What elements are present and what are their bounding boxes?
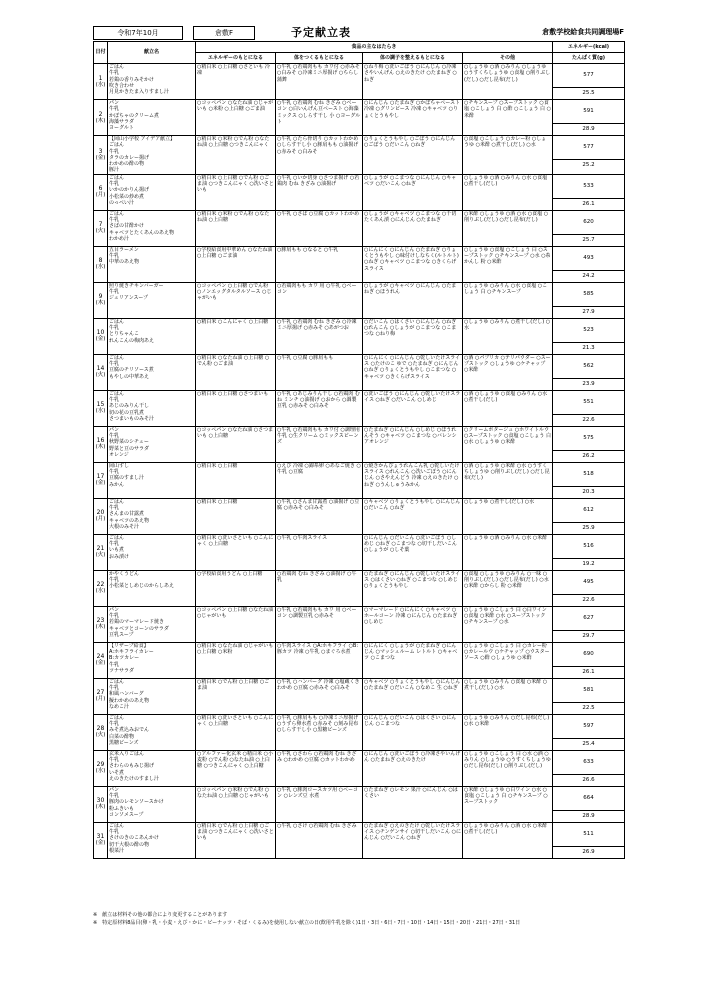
date-cell	[94, 498, 108, 534]
day-of-week: (木)	[95, 117, 106, 124]
protein-value: 25.7	[582, 237, 595, 244]
date-number: 1	[98, 74, 103, 82]
other-cell: ○しょうゆ ○酒 ○みりん ○水 ○食塩 ○煮干し(だし)	[463, 174, 553, 210]
day-of-week: (火)	[95, 552, 106, 559]
body-food-cell: ○牛乳 ○さんま甘露煮 ○油揚げ ○豆腐 ○赤みそ ○白みそ	[276, 498, 363, 534]
energy-value: 493	[553, 247, 624, 271]
table-row	[94, 174, 625, 210]
condition-food-cell: ○だいこん ○はくさい ○にんじん ○ねぎ ○れんこん ○しょうが ○こまつな ○こまつな ○ねり梅	[363, 318, 463, 354]
day-of-week: (水)	[95, 408, 106, 415]
table-row	[94, 786, 625, 822]
energy-value: 516	[553, 535, 624, 559]
date-cell	[94, 426, 108, 462]
date-cell	[94, 246, 108, 282]
other-cell: ○しょうゆ ○みりん ○食塩 ○米酢 ○煮干し(だし) ○水	[463, 678, 553, 714]
date-cell	[94, 136, 108, 175]
energy-food-cell: ○コッペパン ○上白糖 ○なたね油 ○じゃがいも	[196, 606, 276, 642]
table-row	[94, 750, 625, 786]
energy-column-header: エネルギー(kcal)	[553, 42, 625, 53]
energy-value: 597	[553, 715, 624, 739]
protein-value: 25.5	[582, 90, 595, 97]
menu-cell: ごはん 牛乳 さんまの甘露煮 キャベツのあえ物 大根のみそ汁	[108, 498, 196, 534]
condition-food-cell: ○ねり梅 ○洗いごぼう ○にんじん ○冷凍さやいんげん ○えのきたけ ○たまねぎ ○ねぎ	[363, 64, 463, 100]
protein-value: 19.2	[582, 561, 595, 568]
protein-column-header: たんぱく質(g)	[553, 53, 625, 64]
other-cell: ○しょうゆ ○みりん ○酒 ○水 ○米酢 ○煮干し(だし)	[463, 822, 553, 858]
table-row	[94, 426, 625, 462]
condition-food-cell: ○たまねぎ ○えのきたけ ○乾しいたけスライス ○チンゲンサイ ○切干しだいこん ○にんじん ○だいこん ○ねぎ	[363, 822, 463, 858]
other-cell: ○米酢 ○しょうゆ ○白ワイン ○水 ○食塩 ○こしょう 白 ○チキンスープ ○スープストック	[463, 786, 553, 822]
day-of-week: (水)	[95, 768, 106, 775]
date-number: 28	[96, 725, 105, 733]
energy-value: 577	[553, 136, 624, 160]
body-food-cell: ○牛乳 ○若鶏肉 むね きざみ ○ベーコン ○白いんげん豆ペースト ○海藻ミックス ○しらす干し 小 ○ヨーグルト	[276, 100, 363, 136]
date-number: 27	[96, 689, 105, 697]
date-number: 21	[96, 545, 105, 553]
other-cell: ○クリームポタージュ ○ホワイトルウ ○スープストック ○食塩 ○こしょう 白 ○水 ○しょうゆ ○米酢	[463, 426, 553, 462]
body-food-cell: ○牛乳 ○さわら ○若鶏肉 むね きざみ ○わかめ ○豆腐 ○カットわかめ	[276, 750, 363, 786]
energy-value: 664	[553, 787, 624, 811]
menu-cell: ごはん 牛乳 さけのきのこあんかけ 切干大根の酢の物 根菜汁	[108, 822, 196, 858]
menu-table	[93, 41, 625, 859]
energy-food-cell: ○精白米 ○でん粉 ○上白糖 ○ごま油 ○つきこんにゃく ○洗いさといも	[196, 822, 276, 858]
body-food-cell: ○牛乳 ○牛肉スライス	[276, 534, 363, 570]
table-row	[94, 246, 625, 282]
date-number: 24	[96, 653, 105, 661]
day-of-week: (金)	[95, 840, 106, 847]
nutrition-cell	[553, 822, 625, 858]
energy-food-cell: ○コッペパン ○なたね油 ○じゃがいも ○米粉 ○上白糖 ○ごま油	[196, 100, 276, 136]
day-of-week: (水)	[95, 588, 106, 595]
condition-food-cell: ○たまねぎ ○レモン 果汁 ○にんじん ○はくさい	[363, 786, 463, 822]
condition-food-cell: ○にんじん ○だいこん ○洗いごぼう ○しめじ ○ねぎ ○こまつな ○切干しだいこん ○しょうが ○しそ葉	[363, 534, 463, 570]
nutrition-cell	[553, 354, 625, 390]
date-column-header: 日付	[94, 42, 108, 64]
date-cell	[94, 678, 108, 714]
energy-food-cell: ○精白米 ○でん粉 ○上白糖 ○ごま油	[196, 678, 276, 714]
other-cell: ○酒 ○しょうゆ ○米酢 ○水 ○うすくちしょうゆ ○削りぶし(だし) ○だし昆布(だし)	[463, 462, 553, 498]
table-row	[94, 318, 625, 354]
table-row	[94, 282, 625, 318]
table-row	[94, 354, 625, 390]
nutrition-cell	[553, 642, 625, 678]
menu-column-header: 献立名	[108, 42, 196, 64]
other-cell: ○チキンスープ ○スープストック ○食塩 ○こしょう 白 ○酢 ○こしょう 白 ○米酢	[463, 100, 553, 136]
page-header	[93, 26, 624, 40]
date-cell	[94, 822, 108, 858]
other-cell: ○しょうゆ ○こしょう 白 ○水 ○酒 ○みりん ○しょうゆ ○うすくちしょうゆ ○だし昆布(だし) ○削りぶし(だし)	[463, 750, 553, 786]
date-number: 10	[96, 329, 105, 337]
date-cell	[94, 318, 108, 354]
nutrition-cell	[553, 426, 625, 462]
other-cell: ○しょうゆ ○みりん ○だし昆布(だし) ○水 ○米酢	[463, 714, 553, 750]
condition-food-cell: ○にんにく ○にんじん ○乾しいたけスライス ○たけのこ ゆで ○たまねぎ ○にんじん ○ねぎ ○りょくとうもやし ○こまつな ○キャベツ ○きくらげスライス	[363, 354, 463, 390]
menu-cell: ごはん 牛乳 いも煮 おみ漬け	[108, 534, 196, 570]
other-cell: ○食塩 ○しょうゆ ○みりん ○一味 ○削りぶし(だし) ○だし昆布(だし) ○水 ○米酢 ○からし 粉 ○米酢	[463, 570, 553, 606]
day-of-week: (金)	[95, 660, 106, 667]
condition-food-cell: ○マーマレード ○にんにく ○キャベツ ○ホールコーン 冷凍 ○にんじん ○たまねぎ ○しめじ	[363, 606, 463, 642]
protein-value: 27.9	[582, 309, 595, 316]
day-of-week: (木)	[95, 624, 106, 631]
nutrition-cell	[553, 750, 625, 786]
energy-food-cell: ○精白米 ○こんにゃく ○上白糖	[196, 318, 276, 354]
body-food-cell: ○牛乳 ○あじみりん干し ○若鶏肉 むね ミンチ ○油揚げ ○おから ○調製豆乳 ○赤みそ ○白みそ	[276, 390, 363, 426]
date-number: 22	[96, 581, 105, 589]
table-row	[94, 642, 625, 678]
day-of-week: (月)	[95, 696, 106, 703]
menu-cell: ごはん 牛乳 いかのかりん揚げ 小松菜の炒め煮 のっぺい汁	[108, 174, 196, 210]
energy-food-cell: ○コッペパン ○なたね油 ○さつまいも ○上白糖	[196, 426, 276, 462]
date-number: 15	[96, 401, 105, 409]
energy-value: 577	[553, 64, 624, 88]
nutrition-cell	[553, 606, 625, 642]
day-of-week: (木)	[95, 300, 106, 307]
day-of-week: (月)	[95, 192, 106, 199]
other-cell: ○しょうゆ ○みりん ○水 ○食塩 ○こしょう 白 ○チキンスープ	[463, 282, 553, 318]
nutrition-cell	[553, 64, 625, 100]
page-title: 予定献立表	[291, 26, 351, 39]
energy-food-cell: ○学校給食用中華めん ○なたね油 ○上白糖 ○ごま油	[196, 246, 276, 282]
body-food-cell: ○牛乳 ○さけ ○若鶏肉 むね きざみ	[276, 822, 363, 858]
table-row	[94, 606, 625, 642]
nutrition-cell	[553, 210, 625, 246]
other-cell: ○しょうゆ ○酒 ○みりん ○しょうゆ ○うすくちしょうゆ ○食塩 ○削りぶし(だし) ○だし昆布(だし)	[463, 64, 553, 100]
menu-cell: ごはん 牛乳 さばの甘酢かけ キャベツとたくあんのあえ物 わかめ汁	[108, 210, 196, 246]
body-food-cell: ○えび 冷凍 ○錦糸卵 ○あなご焼き ○牛乳 ○豆腐	[276, 462, 363, 498]
energy-value: 591	[553, 100, 624, 124]
menu-cell: 【岡山小学校 アイデア献立】 ごはん 牛乳 タラのカレー揚げ わかめの酢の物 豚汁	[108, 136, 196, 175]
organization-name: 倉敷学校給食共同調理場F	[542, 28, 624, 36]
menu-cell: ごはん 牛乳 みそ煮込みおでん 白菜の酢物 黒糖ビーンズ	[108, 714, 196, 750]
body-food-cell: ○牛乳 ○ハンバーグ 冷凍 ○塩蔵くきわかめ ○豆腐 ○赤みそ ○白みそ	[276, 678, 363, 714]
condition-food-cell: ○にんじん ○洗いごぼう ○冷凍さやいんげん ○たまねぎ ○えのきたけ	[363, 750, 463, 786]
condition-food-cell: ○たまねぎ ○にんじん ○乾しいたけスライス ○はくさい ○ねぎ ○こまつな ○しめじ ○りょくとうもやし	[363, 570, 463, 606]
date-number: 17	[96, 473, 105, 481]
body-food-cell: ○若鶏肉 むね きざみ ○油揚げ ○牛乳	[276, 570, 363, 606]
day-of-week: (金)	[95, 336, 106, 343]
body-food-cell: ○牛乳 ○豚肩もも ○冷凍ミニ厚揚げ ○うずら卵水煮 ○赤みそ ○刻み昆布 ○しらす干し小 ○黒糖ビーンズ	[276, 714, 363, 750]
condition-food-cell: ○たまねぎ ○にんじん ○しめじ ○ほうれんそう ○キャベツ ○こまつな ○バレンシアオレンジ	[363, 426, 463, 462]
menu-rows	[94, 64, 625, 859]
condition-food-cell: ○にんじん ○たまねぎ ○かぼちゃペースト 冷凍 ○グリンピース 冷凍 ○キャベツ ○りょくとうもやし	[363, 100, 463, 136]
nutrition-cell	[553, 318, 625, 354]
menu-cell: パン 牛乳 豚肉のレモンソースかけ 粉ふきいも コンソメスープ	[108, 786, 196, 822]
month-label: 令和7年10月	[93, 26, 183, 40]
nutrition-cell	[553, 534, 625, 570]
protein-value: 24.2	[582, 273, 595, 280]
energy-food-cell: ○コッペパン ○上白糖 ○でん粉 ○ノンエッグタルタルソース ○じゃがいも	[196, 282, 276, 318]
body-food-cell: ○若鶏肉もも カワ 用 ○牛乳 ○ベーコン	[276, 282, 363, 318]
protein-value: 22.5	[582, 705, 595, 712]
other-cell: ○しょうゆ ○煮干し(だし) ○水	[463, 498, 553, 534]
date-cell	[94, 786, 108, 822]
protein-value: 26.1	[582, 669, 595, 676]
table-row	[94, 498, 625, 534]
energy-food-cell: ○精白米 ○洗いさといも ○こんにゃく ○上白糖	[196, 534, 276, 570]
energy-food-cell: ○学校給食用うどん ○上白糖	[196, 570, 276, 606]
date-number: 2	[98, 110, 103, 118]
energy-value: 581	[553, 679, 624, 703]
menu-cell: ごはん 牛乳 若鶏の香りみそかけ 吹き合わせ 月見かきたま入りすまし汁	[108, 64, 196, 100]
protein-value: 26.6	[582, 777, 595, 784]
condition-food-cell: ○にんにく ○にんじん ○たまねぎ ○りょくとうもやし ○味付けしなちく(ルトルト) ○ねぎ ○キャベツ ○こまつな ○きくらげスライス	[363, 246, 463, 282]
date-number: 7	[98, 221, 103, 229]
energy-value: 575	[553, 427, 624, 451]
footer-note: ※ 特定原材料8品目(卵・乳・小麦・えび・かに・ピーナッツ・そば・くるみ)を使用しない献立の日(飲用牛乳を除く)1日・3日・6日・7日・10日・14日・15日・20日・21日・27日・31日	[93, 920, 521, 926]
date-cell	[94, 100, 108, 136]
table-row	[94, 678, 625, 714]
protein-value: 25.2	[582, 162, 595, 169]
energy-food-cell: ○精白米 ○上白糖 ○さつまいも	[196, 390, 276, 426]
energy-value: 533	[553, 175, 624, 199]
other-cell: ○しょうゆ ○こしょう 白 ○カレー粉 ○カレールウ ○ケチャップ ○ウスターソース ○酢 ○しょうゆ ○米酢	[463, 642, 553, 678]
energy-value: 612	[553, 499, 624, 523]
energy-food-cell: ○精白米 ○上白糖	[196, 462, 276, 498]
table-row	[94, 714, 625, 750]
day-of-week: (月)	[95, 516, 106, 523]
energy-value: 551	[553, 391, 624, 415]
energy-value: 511	[553, 823, 624, 847]
nutrition-cell	[553, 570, 625, 606]
protein-value: 25.9	[582, 525, 595, 532]
body-food-cell: ○牛乳 ○若鶏肉もも カワ 用 ○ベーコン ○調製豆乳 ○赤みそ	[276, 606, 363, 642]
date-number: 8	[98, 257, 103, 265]
table-row	[94, 100, 625, 136]
nutrition-cell	[553, 390, 625, 426]
date-number: 31	[96, 833, 105, 841]
table-row	[94, 462, 625, 498]
date-number: 30	[96, 797, 105, 805]
day-of-week: (金)	[95, 154, 106, 161]
date-cell	[94, 354, 108, 390]
condition-food-cell: ○にんにく ○しょうが ○たまねぎ ○にんじん ○マッシュルーム レトルト ○キャベツ ○こまつな	[363, 642, 463, 678]
date-cell	[94, 642, 108, 678]
date-cell	[94, 174, 108, 210]
day-of-week: (火)	[95, 228, 106, 235]
energy-value: 620	[553, 211, 624, 235]
other-cell: ○しょうゆ ○みりん ○煮干し(だし) ○水	[463, 318, 553, 354]
other-header: その他	[463, 53, 553, 64]
nutrition-cell	[553, 246, 625, 282]
nutrition-cell	[553, 714, 625, 750]
menu-cell: ごはん 牛乳 豆腐のチリソース煮 もやしの中華あえ	[108, 354, 196, 390]
condition-food-cell: ○キャベツ ○りょくとうもやし ○にんじん ○だいこん ○ねぎ	[363, 498, 463, 534]
table-row	[94, 210, 625, 246]
menu-cell: ごはん 牛乳 とりちゃんこ れんこんの梅肉あえ	[108, 318, 196, 354]
condition-food-cell: ○りょくとうもやし ○ごぼう ○にんじん ○ごぼう ○だいこん ○ねぎ	[363, 136, 463, 175]
menu-cell: 照り焼きチキンバーガー 牛乳 ジュリアンスープ	[108, 282, 196, 318]
body-food-cell: ○牛肉スライス ○A:ホキフライ ○B:豚カツ 冷凍 ○牛乳 ○まぐろ水煮	[276, 642, 363, 678]
menu-cell: 岡山ずし 牛乳 豆腐のすまし汁 みかん	[108, 462, 196, 498]
protein-value: 22.6	[582, 417, 595, 424]
energy-food-cell: ○精白米 ○米粉 ○でん粉 ○なたね油 ○上白糖	[196, 210, 276, 246]
nutrition-cell	[553, 678, 625, 714]
body-food-cell: ○牛乳 ○たら骨切り ○カットわかめ ○しらす干し小 ○豚肩もも ○油揚げ ○赤みそ ○白みそ	[276, 136, 363, 175]
body-food-cell: ○牛乳 ○若鶏肉もも カワ付 ○赤みそ ○白みそ ○冷凍ミニ厚揚げ ○ちらし蒲鉾	[276, 64, 363, 100]
energy-value: 495	[553, 571, 624, 595]
date-cell	[94, 534, 108, 570]
date-cell	[94, 64, 108, 100]
energy-value: 562	[553, 355, 624, 379]
protein-value: 28.9	[582, 126, 595, 133]
protein-value: 29.7	[582, 633, 595, 640]
energy-food-cell: ○精白米 ○なたね油 ○じゃがいも ○上白糖 ○米粉	[196, 642, 276, 678]
food-group-header: 食品の主なはたらき	[196, 42, 553, 53]
body-food-header: 体をつくるもとになる	[276, 53, 363, 64]
date-number: 3	[98, 147, 103, 155]
menu-cell: パン 牛乳 かぼちゃのクリーム煮 海藻サラダ ヨーグルト	[108, 100, 196, 136]
energy-food-cell: ○精白米 ○上白糖 ○でん粉 ○ごま油 ○つきこんにゃく ○洗いさといも	[196, 174, 276, 210]
menu-cell: ごはん 牛乳 あじのみりん干し 切の花の豆乳煮 さつまいものみそ汁	[108, 390, 196, 426]
condition-food-cell: ○しょうが ○キャベツ ○こまつな ○千切たくあん漬 ○にんじん ○たまねぎ	[363, 210, 463, 246]
day-of-week: (火)	[95, 372, 106, 379]
body-food-cell: ○牛乳 ○さば ○豆腐 ○カットわかめ	[276, 210, 363, 246]
date-cell	[94, 462, 108, 498]
body-food-cell: ○牛乳 ○いか切身 ○さつま揚げ ○若鶏肉 むね きざみ ○油揚げ	[276, 174, 363, 210]
date-number: 16	[96, 437, 105, 445]
menu-cell: かやくうどん 牛乳 小松菜としめじのからしあえ	[108, 570, 196, 606]
other-cell: ○食塩 ○こしょう ○カレー粉 ○しょうゆ ○米酢 ○煮干し(だし) ○水	[463, 136, 553, 175]
energy-value: 633	[553, 751, 624, 775]
energy-food-cell: ○アルファー化玄米 ○精白米 ○小麦粉 ○でん粉 ○なたね油 ○上白糖 ○つきこんにゃく ○上白糖	[196, 750, 276, 786]
energy-food-cell: ○精白米 ○上白糖 ○さといも 冷凍	[196, 64, 276, 100]
condition-food-cell: ○キャベツ ○りょくとうもやし ○にんじん ○たまねぎ ○だいこん ○なめこ 生 ○ねぎ	[363, 678, 463, 714]
menu-cell: ごはん 牛乳 和風ハンバーグ 擬わかめのあえ物 なめこ汁	[108, 678, 196, 714]
menu-cell: パン 牛乳 秋野菜のシチュー 野菜と豆のサラダ オレンジ	[108, 426, 196, 462]
other-cell: ○しょうゆ ○こしょう 白 ○白ワイン ○食塩 ○米酢 ○水 ○スープストック ○チキンスープ ○水	[463, 606, 553, 642]
date-number: 23	[96, 617, 105, 625]
energy-value: 523	[553, 319, 624, 343]
protein-value: 20.3	[582, 489, 595, 496]
energy-value: 518	[553, 463, 624, 487]
other-cell: ○しょうゆ ○酒 ○みりん ○水 ○米酢	[463, 534, 553, 570]
nutrition-cell	[553, 498, 625, 534]
protein-value: 26.2	[582, 453, 595, 460]
condition-food-cell: ○しょうが ○こまつな ○にんじん ○キャベツ ○だいこん ○ねぎ	[363, 174, 463, 210]
protein-value: 22.6	[582, 597, 595, 604]
menu-cell: 玄米入りごはん 牛乳 さわらのもみじ揚げ いそ煮 えのきたけのすまし汁	[108, 750, 196, 786]
footer-note: ※ 献立は材料その他の都合により変更することがあります	[93, 912, 228, 918]
energy-value: 585	[553, 283, 624, 307]
date-cell	[94, 390, 108, 426]
date-number: 20	[96, 509, 105, 517]
date-cell	[94, 714, 108, 750]
footer-notes	[93, 911, 520, 927]
date-number: 6	[98, 185, 103, 193]
day-of-week: (木)	[95, 444, 106, 451]
nutrition-cell	[553, 136, 625, 175]
protein-value: 28.9	[582, 813, 595, 820]
nutrition-cell	[553, 174, 625, 210]
other-cell: ○米酢 ○しょうゆ ○酒 ○水 ○食塩 ○削りぶし(だし) ○だし昆布(だし)	[463, 210, 553, 246]
condition-food-cell: ○洗いごぼう ○にんじん ○乾しいたけスライス ○ねぎ ○だいこん ○しめじ	[363, 390, 463, 426]
other-cell: ○しょうゆ ○食塩 ○こしょう 白 ○スープストック ○チキンスープ ○水 ○糸かんし 粉 ○米酢	[463, 246, 553, 282]
date-number: 9	[98, 293, 103, 301]
condition-food-header: 体の調子を整えるもとになる	[363, 53, 463, 64]
date-cell	[94, 606, 108, 642]
protein-value: 26.9	[582, 849, 595, 856]
body-food-cell: ○豚肩もも ○なると ○牛乳	[276, 246, 363, 282]
energy-food-cell: ○精白米 ○米粉 ○でん粉 ○なたね油 ○上白糖 ○つきこんにゃく	[196, 136, 276, 175]
protein-value: 26.1	[582, 201, 595, 208]
condition-food-cell: ○焼きかんぴょうれんこん乳 ○乾しいたけスライス ○れんこん ○洗いごぼう ○にんじん ○さやえんどう 冷凍 ○えのきたけ ○ねぎ ○うんしゅうみかん	[363, 462, 463, 498]
nutrition-cell	[553, 100, 625, 136]
table-row	[94, 390, 625, 426]
day-of-week: (火)	[95, 732, 106, 739]
date-cell	[94, 282, 108, 318]
day-of-week: (金)	[95, 480, 106, 487]
nutrition-cell	[553, 282, 625, 318]
nutrition-cell	[553, 786, 625, 822]
menu-cell: パン 牛乳 若鶏のマーマレード焼き キャベツとコーンのサラダ 豆乳スープ	[108, 606, 196, 642]
body-food-cell: ○牛乳 ○若鶏肉 むね きざみ ○冷凍ミニ厚揚げ ○赤みそ ○あがつお	[276, 318, 363, 354]
table-row	[94, 822, 625, 858]
body-food-cell: ○牛乳 ○豚肉ロースカツ用 ○ベーコン ○レンズ豆 水煮	[276, 786, 363, 822]
energy-value: 690	[553, 643, 624, 667]
protein-value: 23.9	[582, 381, 595, 388]
date-cell	[94, 210, 108, 246]
date-number: 14	[96, 365, 105, 373]
date-cell	[94, 570, 108, 606]
day-of-week: (水)	[95, 81, 106, 88]
condition-food-cell: ○にんじん ○だいこん ○はくさい ○にんじん ○こまつな	[363, 714, 463, 750]
date-number: 29	[96, 761, 105, 769]
protein-value: 25.4	[582, 741, 595, 748]
day-of-week: (木)	[95, 804, 106, 811]
energy-food-cell: ○精白米 ○洗いさといも ○こんにゃく ○上白糖	[196, 714, 276, 750]
table-row	[94, 570, 625, 606]
nutrition-cell	[553, 462, 625, 498]
table-row	[94, 534, 625, 570]
energy-food-cell: ○精白米 ○なたね油 ○上白糖 ○でん粉 ○ごま油	[196, 354, 276, 390]
table-row	[94, 136, 625, 175]
energy-value: 627	[553, 607, 624, 631]
other-cell: ○酒 ○パプリカ ○テリパウダー ○スープストック ○しょうゆ ○ケチャップ ○米酢	[463, 354, 553, 390]
date-cell	[94, 750, 108, 786]
energy-food-cell: ○精白米 ○上白糖	[196, 498, 276, 534]
menu-cell: 五目ラーメン 牛乳 中華のあえ物	[108, 246, 196, 282]
protein-value: 21.3	[582, 345, 595, 352]
menu-cell: 【リザーブ給食】 A:ホキフライカレー B:カツカレー 牛乳 ツナサラダ	[108, 642, 196, 678]
condition-food-cell: ○しょうが ○キャベツ ○にんじん ○たまねぎ ○ほうれん	[363, 282, 463, 318]
energy-food-header: エネルギーのもとになる	[196, 53, 276, 64]
table-row	[94, 64, 625, 100]
day-of-week: (水)	[95, 264, 106, 271]
category-label: 倉敷F	[193, 26, 255, 40]
other-cell: ○酒 ○しょうゆ ○食塩 ○みりん ○水 ○煮干し(だし)	[463, 390, 553, 426]
energy-food-cell: ○コッペパン ○米粉 ○でん粉 ○なたね油 ○上白糖 ○じゃがいも	[196, 786, 276, 822]
body-food-cell: ○牛乳 ○豆腐 ○豚肩もも	[276, 354, 363, 390]
body-food-cell: ○牛乳 ○若鶏肉もも カワ付 ○調理用牛乳 ○生クリーム ○ミックスビーンズ	[276, 426, 363, 462]
